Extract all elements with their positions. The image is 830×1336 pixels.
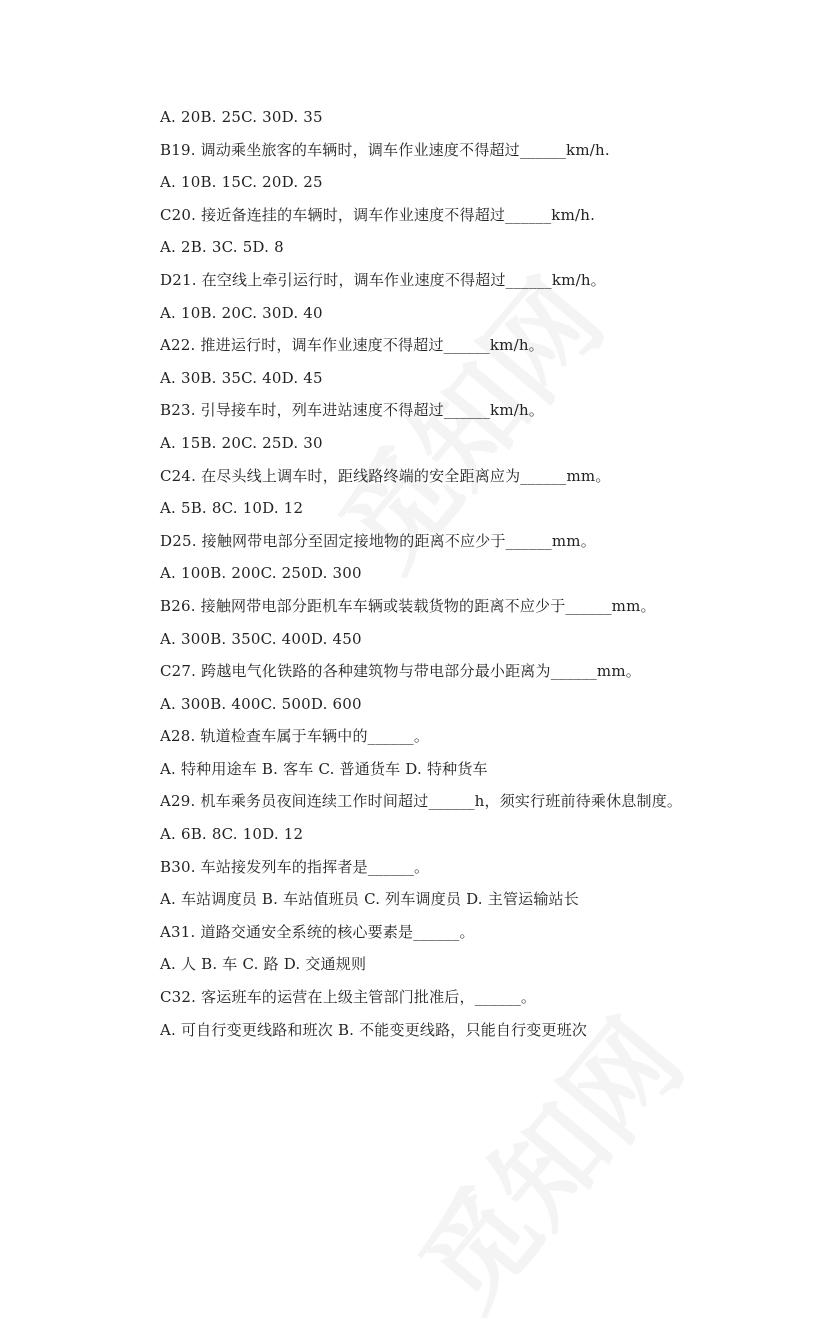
answer-options-line: A. 300B. 350C. 400D. 450	[160, 629, 362, 648]
question-line: B30. 车站接发列车的指挥者是______。	[160, 857, 430, 876]
answer-options-line: A. 10B. 20C. 30D. 40	[160, 303, 323, 322]
question-line: A29. 机车乘务员夜间连续工作时间超过______h，须实行班前待乘休息制度。	[160, 792, 683, 811]
question-line: C32. 客运班车的运营在上级主管部门批准后，______。	[160, 988, 537, 1007]
answer-options-line: A. 20B. 25C. 30D. 35	[160, 108, 323, 126]
answer-options-line: A. 2B. 3C. 5D. 8	[160, 238, 284, 257]
question-line: C27. 跨越电气化铁路的各种建筑物与带电部分最小距离为______mm。	[160, 662, 641, 681]
question-line: C20. 接近备连挂的车辆时，调车作业速度不得超过______km/h.	[160, 205, 596, 224]
answer-options-line: A. 特种用途车 B. 客车 C. 普通货车 D. 特种货车	[160, 759, 488, 778]
question-line: D21. 在空线上牵引运行时，调车作业速度不得超过______km/h。	[160, 270, 606, 289]
answer-options-line: A. 100B. 200C. 250D. 300	[160, 564, 362, 583]
question-line: A22. 推进运行时，调车作业速度不得超过______km/h。	[160, 336, 544, 355]
question-line: B19. 调动乘坐旅客的车辆时，调车作业速度不得超过______km/h.	[160, 140, 610, 159]
answer-options-line: A. 人 B. 车 C. 路 D. 交通规则	[160, 955, 367, 974]
answer-options-line: A. 5B. 8C. 10D. 12	[160, 499, 304, 518]
answer-options-line: A. 30B. 35C. 40D. 45	[160, 368, 323, 387]
question-line: B23. 引导接车时，列车进站速度不得超过______km/h。	[160, 401, 545, 420]
question-line: B26. 接触网带电部分距机车车辆或装载货物的距离不应少于______mm。	[160, 596, 656, 615]
answer-options-line: A. 可自行变更线路和班次 B. 不能变更线路，只能自行变更班次	[160, 1020, 588, 1039]
question-line: A28. 轨道检查车属于车辆中的______。	[160, 727, 430, 746]
answer-options-line: A. 15B. 20C. 25D. 30	[160, 433, 323, 452]
answer-options-line: A. 10B. 15C. 20D. 25	[160, 173, 323, 192]
answer-options-line: A. 车站调度员 B. 车站值班员 C. 列车调度员 D. 主管运输站长	[160, 890, 579, 909]
question-line: A31. 道路交通安全系统的核心要素是______。	[160, 922, 475, 941]
answer-options-line: A. 300B. 400C. 500D. 600	[160, 694, 362, 713]
document-body	[160, 106, 780, 1051]
question-line: C24. 在尽头线上调车时，距线路终端的安全距离应为______mm。	[160, 466, 611, 485]
question-line: D25. 接触网带电部分至固定接地物的距离不应少于______mm。	[160, 531, 596, 550]
answer-options-line: A. 6B. 8C. 10D. 12	[160, 825, 304, 844]
